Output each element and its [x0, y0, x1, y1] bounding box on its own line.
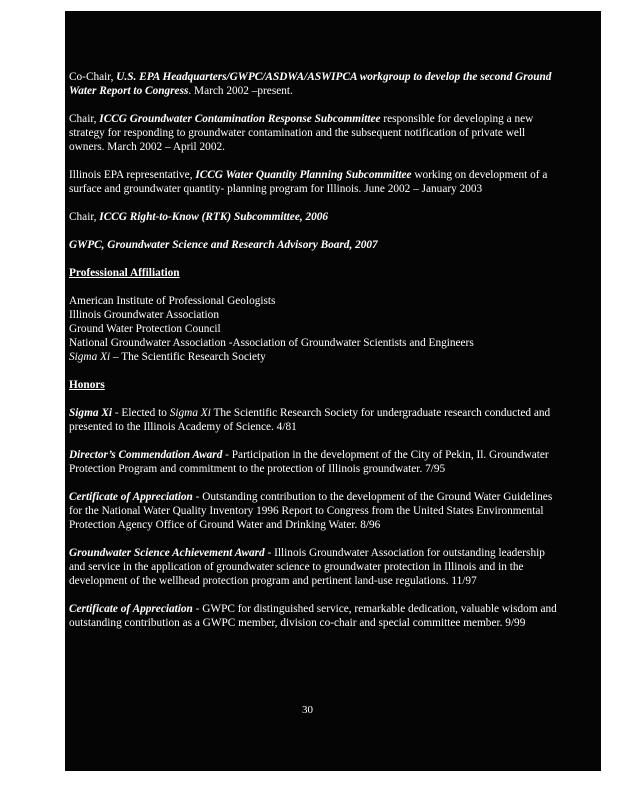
- affiliation-list: [69, 294, 559, 364]
- honor-science-achievement: Groundwater Science Achievement Award - Illinois Groundwater Association for outstanding leadership and service in the application of groundwater science to groundwater protection in Illinois and in the development of the wellhead protection program and pertinent land-use regulations. 11/97: [69, 547, 545, 587]
- list-item: National Groundwater Association -Association of Groundwater Scientists and Engineers: [69, 337, 474, 349]
- honor-directors-commendation: Director’s Commendation Award - Participation in the development of the City of Pekin, Il. Groundwater Protection Program and commitment to the protection of Illinois groundwater. 7/95: [69, 449, 549, 475]
- document-body: [69, 70, 559, 630]
- list-item: Sigma Xi – The Scientific Research Society: [69, 351, 266, 363]
- honor-sigma-xi: Sigma Xi - Elected to Sigma Xi The Scientific Research Society for undergraduate research conducted and presented to the Illinois Academy of Science. 4/81: [69, 407, 551, 433]
- entry-contamination-subcommittee: Chair, ICCG Groundwater Contamination Response Subcommittee responsible for developing a new strategy for responding to groundwater contamination and the subsequent notification of private well owners. March 2002 – April 2002.: [69, 113, 534, 153]
- affiliation-heading: Professional Affiliation: [69, 267, 180, 279]
- honor-certificate-gwpc: Certificate of Appreciation - GWPC for distinguished service, remarkable dedication, valuable wisdom and outstanding contribution as a GWPC member, division co-chair and special committee member. 9/99: [69, 603, 557, 629]
- honor-certificate-1996: Certificate of Appreciation - Outstanding contribution to the development of the Ground Water Guidelines for the National Water Quality Inventory 1996 Report to Congress from the United States Environmental Protection Agency Office of Ground Water and Drinking Water. 8/96: [69, 491, 553, 531]
- entry-workgroup: Co-Chair, U.S. EPA Headquarters/GWPC/ASDWA/ASWIPCA workgroup to develop the second Ground Water Report to Congress. March 2002 –present.: [69, 71, 552, 97]
- entry-gwpc-board: GWPC, Groundwater Science and Research Advisory Board, 2007: [69, 239, 378, 251]
- entry-rtk: Chair, ICCG Right-to-Know (RTK) Subcommittee, 2006: [69, 211, 329, 223]
- list-item: Ground Water Protection Council: [69, 323, 221, 335]
- list-item: Illinois Groundwater Association: [69, 309, 219, 321]
- list-item: American Institute of Professional Geologists: [69, 295, 276, 307]
- honors-heading: Honors: [69, 379, 105, 391]
- page-number: 30: [302, 704, 313, 716]
- entry-water-quantity: Illinois EPA representative, ICCG Water Quantity Planning Subcommittee working on development of a surface and groundwater quantity- planning program for Illinois. June 2002 – January 2003: [69, 169, 548, 195]
